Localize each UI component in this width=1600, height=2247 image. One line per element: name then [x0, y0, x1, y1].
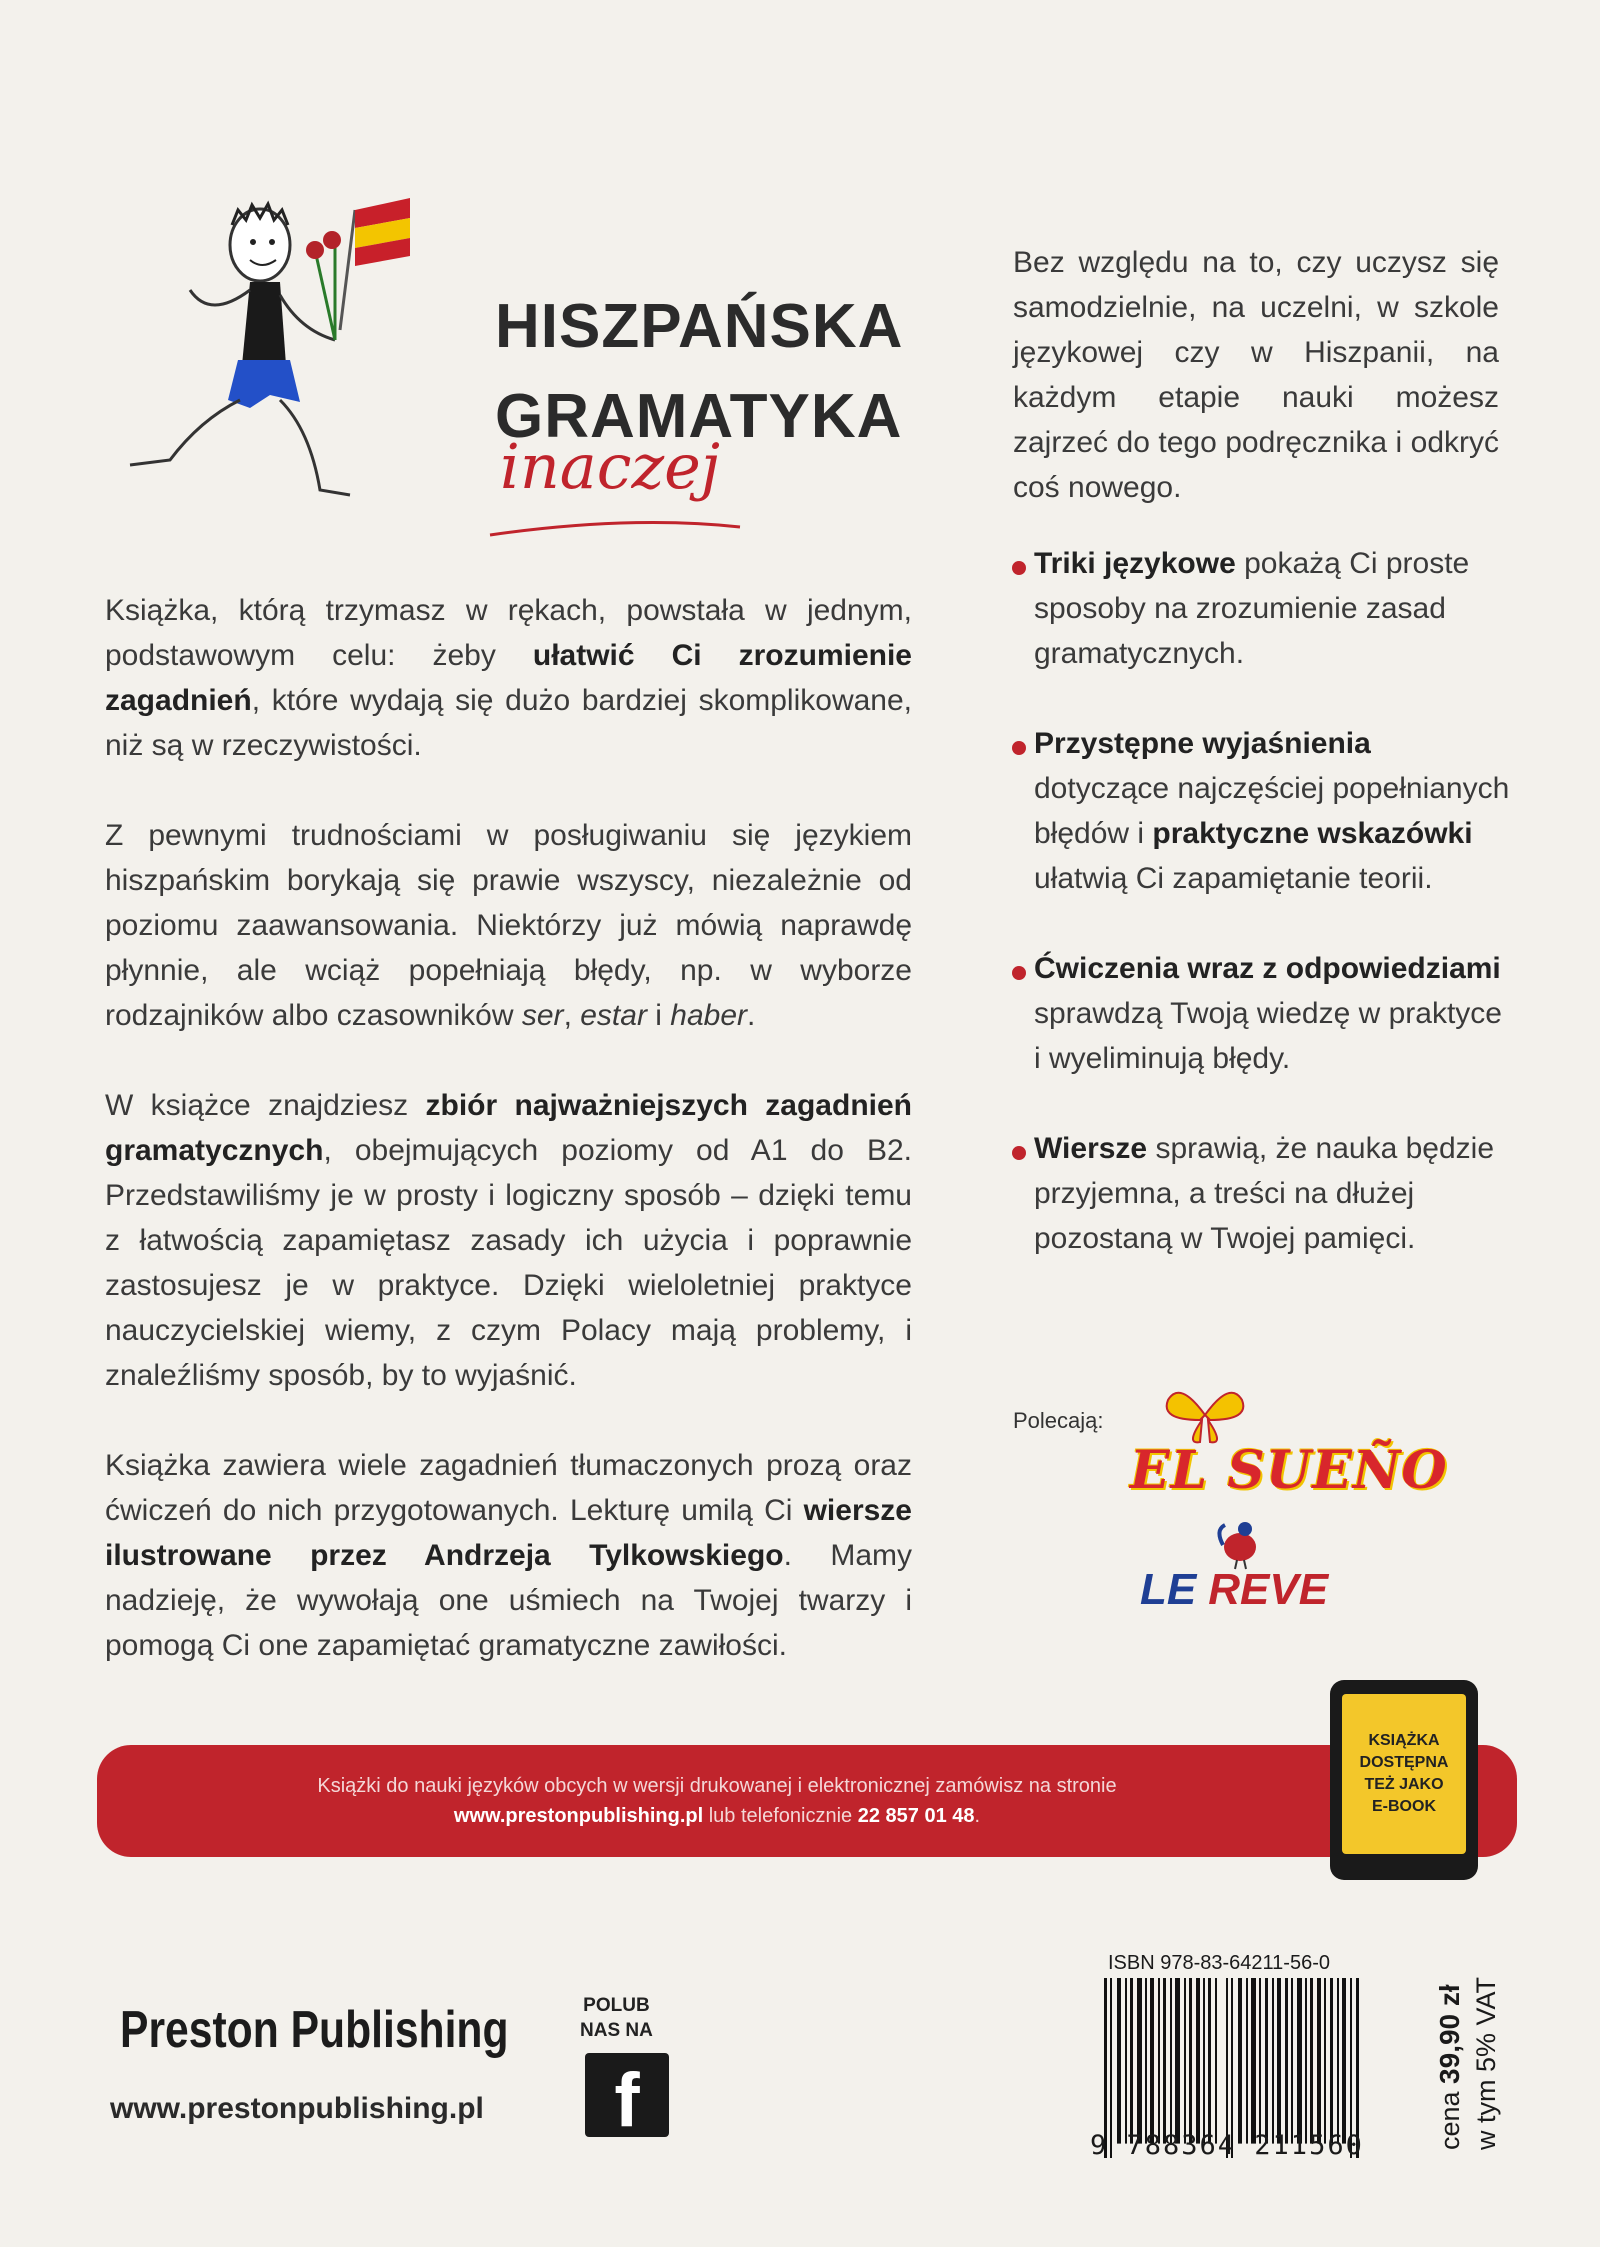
bullet-icon — [1012, 1146, 1026, 1160]
paragraph-2: Z pewnymi trudnościami w posługiwaniu się językiem hiszpańskim borykają się prawie wszyscy, niezależnie od poziomu zaawansowania. Niektórzy już mówią naprawdę płynnie, ale wciąż popełniają błędy, np. w wyborze rodzajników albo czasowników ser, estar i haber. — [105, 819, 912, 1032]
facebook-icon[interactable]: f — [585, 2053, 669, 2137]
ebook-badge — [1330, 1680, 1478, 1880]
banner-line-1: Książki do nauki języków obcych w wersji drukowanej i elektronicznej zamówisz na stronie — [317, 1775, 1117, 1797]
list-item: Triki językowe pokażą Ci proste sposoby na zrozumienie zasad gramatycznych. — [1010, 541, 1510, 676]
list-item: Ćwiczenia wraz z odpowiedziami sprawdzą Twoją wiedzę w praktyce i wyeliminują błędy. — [1010, 946, 1510, 1081]
paragraph-4: Książka zawiera wiele zagadnień tłumaczonych prozą oraz ćwiczeń do nich przygotowanych. Lekturę umilą Ci wiersze ilustrowane przez Andrzeja Tylkowskiego. Mamy nadzieję, że wywołają one uśmiech na Twojej twarzy i pomogą Ci one zapamiętać gramatyczne zawiłości. — [105, 1449, 912, 1662]
list-item: Przystępne wyjaśnienia dotyczące najczęściej popełnianych błędów i praktyczne wskazówki ułatwią Ci zapamiętanie teorii. — [1010, 721, 1510, 901]
title-swoosh — [480, 505, 780, 545]
paragraph-3: W książce znajdziesz zbiór najważniejszych zagadnień gramatycznych, obejmujących poziomy od A1 do B2. Przedstawiliśmy je w prosty i logiczny sposób – dzięki temu z łatwością zapamiętasz zasady ich użycia i poprawnie zastosujesz je w praktyce. Dzięki wieloletniej praktyce nauczycielskiej wiemy, z czym Polacy mają problemy, i znaleźliśmy sposób, by to wyjaśnić. — [105, 1089, 912, 1392]
banner-url[interactable]: www.prestonpublishing.pl — [453, 1805, 704, 1827]
banner-line-2: www.prestonpublishing.pl lub telefonicznie 22 857 01 48. — [453, 1805, 981, 1827]
intro-text: Bez względu na to, czy uczysz się samodzielnie, na uczelni, w szkole językowej czy w Hiszpanii, na każdym etapie nauki możesz zajrzeć do tego podręcznika i odkryć coś nowego. — [1013, 246, 1499, 504]
el-sueno-logo: EL SUEÑO — [1130, 1440, 1448, 1501]
social-label: POLUB NAS NA — [580, 1995, 653, 2041]
title-line-2: GRAMATYKA — [495, 382, 903, 451]
bullet-icon — [1012, 561, 1026, 575]
title-script: inaczej — [500, 430, 721, 503]
description-text — [105, 588, 912, 1713]
paragraph-1: Książka, którą trzymasz w rękach, powstała w jednym, podstawowym celu: żeby ułatwić Ci zrozumienie zagadnień, które wydają się dużo bardziej skomplikowane, niż są w rzeczywistości. — [105, 594, 912, 762]
runner-illustration — [110, 190, 440, 520]
order-banner — [97, 1745, 1517, 1857]
price-label: cena 39,90 zł w tym 5% VAT — [1432, 1977, 1504, 2150]
publisher-name: Preston Publishing — [120, 2001, 509, 2059]
list-item: Wiersze sprawią, że nauka będzie przyjemna, a treści na dłużej pozostaną w Twojej pamięci. — [1010, 1126, 1510, 1261]
barcode-digits: 9 788364 211560 — [1090, 2130, 1364, 2161]
price-value: 39,90 zł — [1434, 1984, 1465, 2084]
bullet-icon — [1012, 966, 1026, 980]
feature-list — [1010, 541, 1510, 1306]
ebook-screen: KSIĄŻKA DOSTĘPNA TEŻ JAKO E-BOOK — [1342, 1694, 1466, 1854]
recommend-label: Polecają: — [1013, 1408, 1104, 1433]
isbn-label: ISBN 978-83-64211-56-0 — [1108, 1952, 1330, 1974]
rooster-icon — [1215, 1515, 1265, 1570]
banner-phone: 22 857 01 48 — [857, 1805, 975, 1827]
title-line-1: HISZPAŃSKA — [495, 292, 904, 361]
bullet-icon — [1012, 741, 1026, 755]
publisher-url[interactable]: www.prestonpublishing.pl — [110, 2092, 484, 2125]
le-reve-logo: LE REVE — [1140, 1565, 1329, 1614]
vat-note: w tym 5% VAT — [1471, 1976, 1501, 2150]
